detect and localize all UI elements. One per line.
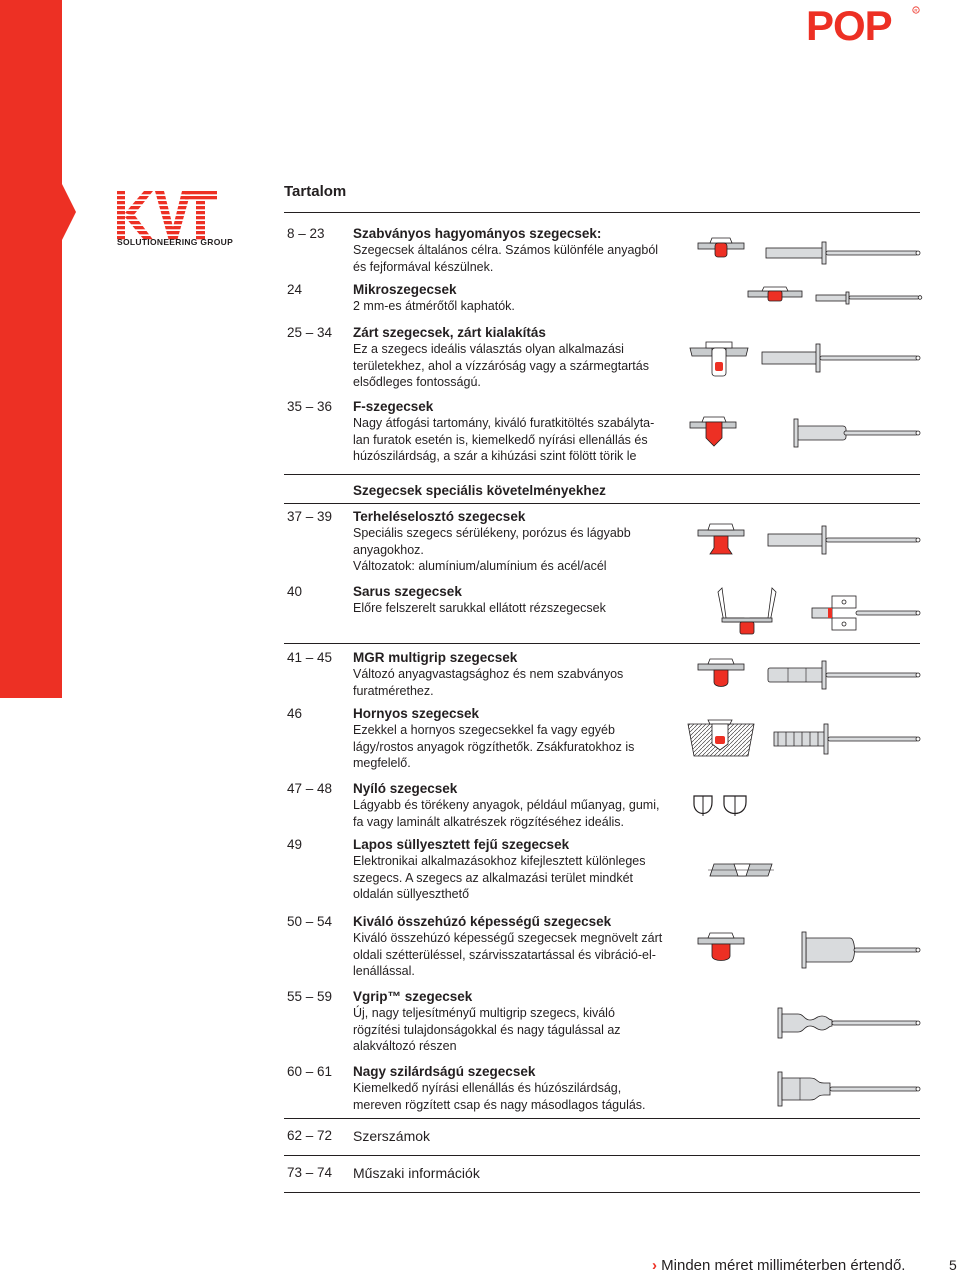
entry-title: Nagy szilárdságú szegecsek [353, 1064, 536, 1079]
special-section-heading: Szegecsek speciális követelményekhez [353, 483, 606, 498]
toc-entry-structural[interactable] [287, 1064, 697, 1113]
entry-pages: 55 – 59 [287, 989, 333, 1004]
structural-rivet-icon [776, 1070, 926, 1108]
entry-description: Kiemelkedő nyírási ellenállás és húzószilárdság, mereven rögzített csap és nagy másodlagos tágulás. [353, 1081, 646, 1112]
toc-entry-technical[interactable] [287, 1165, 697, 1181]
entry-description: Változó anyagvastagsághoz és nem szabványos furatmérethez. [353, 667, 624, 698]
divider-technical [284, 1155, 920, 1156]
entry-pages: 40 [287, 584, 303, 599]
vgrip-rivet-icon [776, 1006, 926, 1040]
entry-description: Lágyabb és törékeny anyagok, például műanyag, gumi, fa vagy laminált alkatrészek rögzítéséhez ideális. [353, 798, 660, 829]
divider-bottom [284, 1192, 920, 1193]
toc-title: Tartalom [284, 183, 347, 200]
entry-description: 2 mm-es átmérőtől kaphatók. [353, 299, 515, 313]
entry-description: Nagy átfogási tartomány, kiváló furatkitöltés szabályta- lan furatok esetén is, kiemelkedő nyírási ellenállás és húzószilárdság, a szár a kihúzási szint fölött törik le [353, 416, 655, 463]
divider-top [284, 212, 920, 213]
toc-entry-grooved[interactable] [287, 706, 697, 772]
entry-pages: 46 [287, 706, 303, 721]
toc-entry-closed-end[interactable] [287, 325, 697, 391]
entry-title: Nyíló szegecsek [353, 781, 458, 796]
entry-title: Hornyos szegecsek [353, 706, 480, 721]
toc-entry-vgrip[interactable] [287, 989, 697, 1055]
entry-pages: 25 – 34 [287, 325, 333, 340]
svg-text:R: R [914, 8, 918, 13]
high-clamp-rivet-icon [696, 928, 926, 972]
footer-note [652, 1257, 905, 1274]
entry-pages: 8 – 23 [287, 226, 325, 241]
toc-entry-load-spreading[interactable] [287, 509, 697, 575]
entry-description: Speciális szegecs sérülékeny, porózus és lágyabb anyagokhoz. Változatok: alumínium/alumínium és acél/acél [353, 526, 631, 573]
entry-pages: 49 [287, 837, 303, 852]
entry-pages: 35 – 36 [287, 399, 333, 414]
toc-entry-multigrip[interactable] [287, 650, 697, 699]
petal-rivet-icon [690, 792, 780, 822]
entry-title: Szabványos hagyományos szegecsek: [353, 226, 602, 241]
toc-entry-f-rivet[interactable] [287, 399, 697, 465]
entry-title: Zárt szegecsek, zárt kialakítás [353, 325, 546, 340]
divider-special [284, 474, 920, 475]
red-arrow-marker [62, 184, 76, 240]
divider-special-bottom [284, 503, 920, 504]
entry-description: Ez a szegecs ideális választás olyan alkalmazási területekhez, ahol a vízzáróság vagy a szármegtartás elsődleges fontosságú. [353, 342, 649, 389]
entry-title: MGR multigrip szegecsek [353, 650, 518, 665]
grooved-rivet-icon [686, 716, 926, 762]
entry-title: Mikroszegecsek [353, 282, 457, 297]
entry-title: F-szegecsek [353, 399, 434, 414]
entry-description: Szegecsek általános célra. Számos különféle anyagból és fejformával készülnek. [353, 243, 659, 274]
toc-entry-tools[interactable] [287, 1128, 697, 1144]
toc-entry-high-clamp[interactable] [287, 914, 697, 980]
entry-description: Elektronikai alkalmazásokhoz kifejlesztett különleges szegecs. A szegecs az alkalmazási terület mindkét oldalán süllyeszthető [353, 854, 646, 901]
toc-entry-petal[interactable] [287, 781, 697, 830]
entry-pages: 41 – 45 [287, 650, 333, 665]
entry-title: Műszaki információk [353, 1165, 480, 1181]
entry-description: Ezekkel a hornyos szegecsekkel fa vagy egyéb lágy/rostos anyagok rögzíthetők. Zsákfuratokhoz is megfelelő. [353, 723, 635, 770]
entry-title: Terheléselosztó szegecsek [353, 509, 526, 524]
f-rivet-icon [686, 414, 926, 450]
entry-title: Lapos süllyesztett fejű szegecsek [353, 837, 570, 852]
load-spreading-rivet-icon [696, 518, 926, 562]
page-number: 5 [949, 1257, 957, 1273]
toc-entry-standard[interactable] [287, 226, 697, 275]
entry-pages: 37 – 39 [287, 509, 333, 524]
divider-middle [284, 643, 920, 644]
footer-note-text: Minden méret milliméterben értendő. [661, 1257, 906, 1274]
divider-tools [284, 1118, 920, 1119]
closed-end-rivet-icon [686, 338, 926, 380]
chevron-right-icon: › [652, 1257, 657, 1274]
entry-title: Sarus szegecsek [353, 584, 462, 599]
toc-entry-micro[interactable] [287, 282, 697, 315]
entry-pages: 24 [287, 282, 303, 297]
toc-entry-terminal[interactable] [287, 584, 697, 617]
entry-pages: 73 – 74 [287, 1165, 333, 1180]
entry-description: Új, nagy teljesítményű multigrip szegecs, kiváló rögzítési tulajdonságokkal és nagy tágulással az alakváltozó részen [353, 1006, 621, 1053]
entry-description: Előre felszerelt sarukkal ellátott rézszegecsek [353, 601, 606, 615]
red-side-band [0, 0, 62, 698]
flush-rivet-icon [706, 858, 926, 884]
micro-rivet-icon [746, 284, 926, 310]
entry-pages: 62 – 72 [287, 1128, 333, 1143]
pop-logo-text: POP [806, 4, 892, 44]
entry-title: Vgrip™ szegecsek [353, 989, 473, 1004]
entry-title: Szerszámok [353, 1128, 431, 1144]
standard-rivet-icon [696, 234, 926, 270]
toc-entry-flush[interactable] [287, 837, 697, 903]
entry-pages: 47 – 48 [287, 781, 333, 796]
terminal-rivet-icon [716, 584, 926, 642]
entry-pages: 60 – 61 [287, 1064, 333, 1079]
entry-title: Kiváló összehúzó képességű szegecsek [353, 914, 612, 929]
entry-description: Kiváló összehúzó képességű szegecsek megnövelt zárt oldali szétterüléssel, szárvisszatartással és vibráció-el- lenállással. [353, 931, 663, 978]
kvt-logo-subtitle: SOLUTIONEERING GROUP [117, 237, 234, 247]
multigrip-rivet-icon [696, 656, 926, 696]
pop-logo [806, 4, 920, 44]
entry-pages: 50 – 54 [287, 914, 333, 929]
